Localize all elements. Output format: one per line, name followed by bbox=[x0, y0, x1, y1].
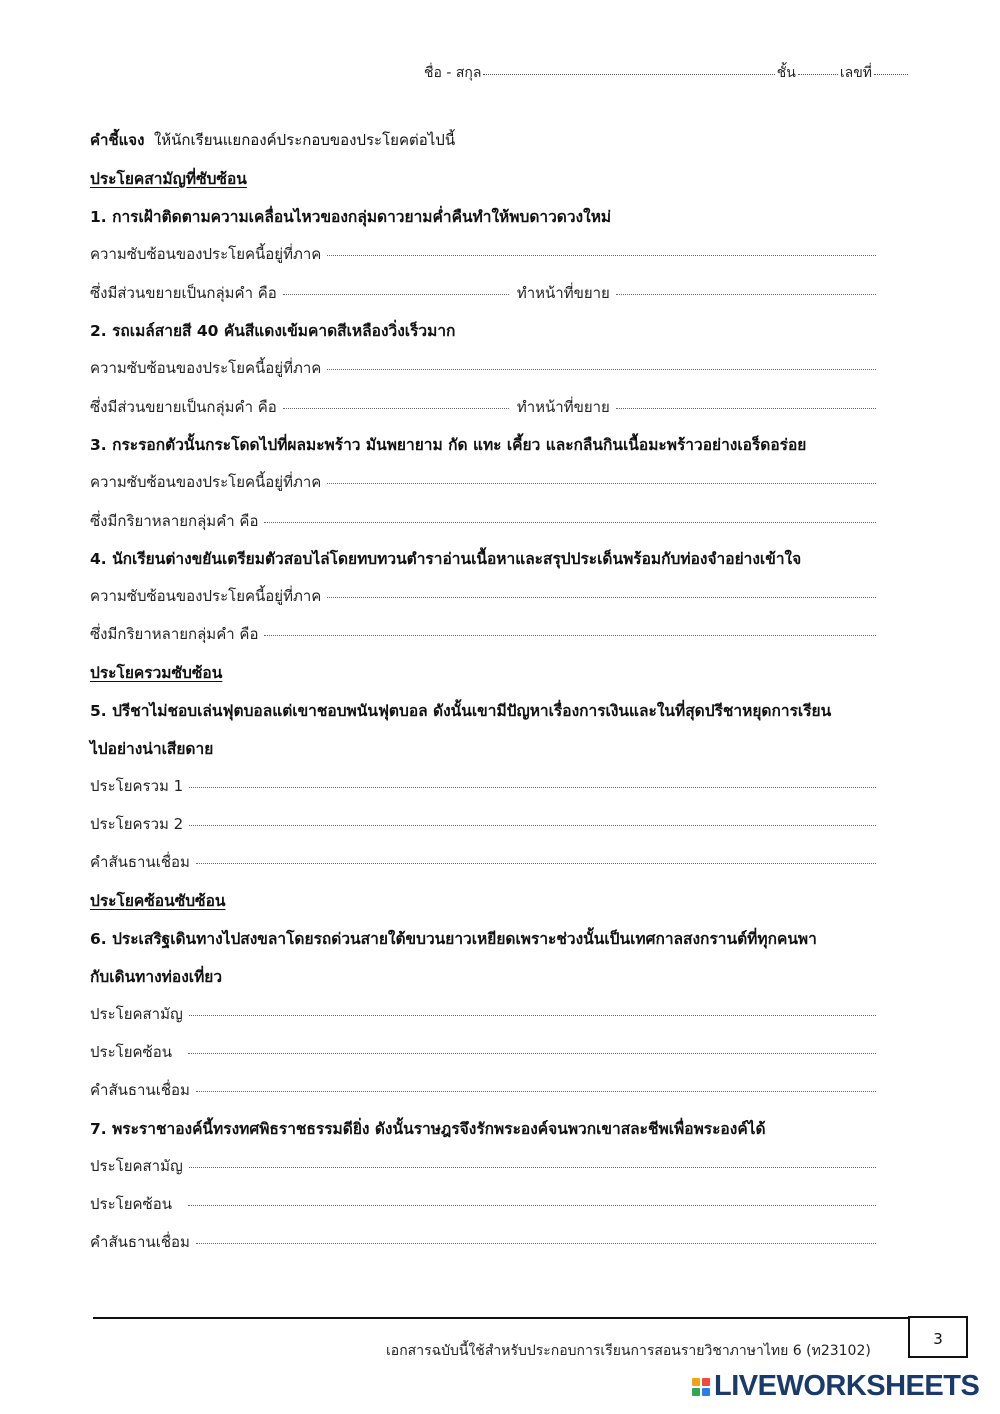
answer-field[interactable] bbox=[196, 1091, 876, 1092]
logo-square bbox=[692, 1378, 700, 1386]
answer-label: ประโยครวม 1 bbox=[90, 777, 184, 795]
answer-field[interactable] bbox=[188, 1205, 876, 1206]
question-6: 6. ประเสริฐเดินทางไปสงขลาโดยรถด่วนสายใต้ขบวนยาวเหยียดเพราะช่วงนั้นเป็นเทศกาลสงกรานต์ที่ทุกคนพา bbox=[90, 930, 817, 948]
liveworksheets-brand bbox=[692, 1372, 979, 1401]
number-field[interactable] bbox=[874, 74, 908, 75]
answer-row bbox=[90, 1078, 876, 1102]
answer-field[interactable] bbox=[264, 635, 876, 636]
answer-row bbox=[90, 470, 876, 494]
answer-field[interactable] bbox=[283, 408, 509, 409]
logo-square bbox=[692, 1388, 700, 1396]
answer-field[interactable] bbox=[327, 483, 876, 484]
answer-label: ซึ่งมีกริยาหลายกลุ่มคำ คือ bbox=[90, 512, 259, 530]
answer-field[interactable] bbox=[264, 522, 876, 523]
instruction-label: คำชี้แจง bbox=[90, 131, 145, 149]
question-3: 3. กระรอกตัวนั้นกระโดดไปที่ผลมะพร้าว มันพยายาม กัด แทะ เคี้ยว และกลืนกินเนื้อมะพร้าวอย่างเอร็ดอร่อย bbox=[90, 436, 807, 454]
name-label: ชื่อ - สกุล bbox=[424, 65, 482, 81]
answer-row bbox=[90, 584, 876, 608]
answer-row bbox=[90, 850, 876, 874]
student-info-header bbox=[424, 62, 910, 84]
answer-label: ประโยคสามัญ bbox=[90, 1157, 183, 1175]
instruction bbox=[90, 128, 455, 152]
answer-label: ซึ่งมีส่วนขยายเป็นกลุ่มคำ คือ bbox=[90, 398, 277, 416]
answer-field[interactable] bbox=[327, 369, 876, 370]
answer-row bbox=[90, 509, 876, 533]
answer-label: คำสันธานเชื่อม bbox=[90, 853, 190, 871]
answer-label: ซึ่งมีกริยาหลายกลุ่มคำ คือ bbox=[90, 625, 259, 643]
question-7: 7. พระราชาองค์นี้ทรงทศพิธราชธรรมดียิ่ง ดังนั้นราษฎรจึงรักพระองค์จนพวกเขาสละชีพเพื่อพระองค์ได้ bbox=[90, 1120, 766, 1138]
class-field[interactable] bbox=[798, 74, 838, 75]
question-2: 2. รถเมล์สายสี 40 คันสีแดงเข้มคาดสีเหลืองวิ่งเร็วมาก bbox=[90, 322, 456, 340]
answer-row bbox=[90, 395, 876, 419]
answer-label: ความซับซ้อนของประโยคนี้อยู่ที่ภาค bbox=[90, 245, 322, 263]
answer-row bbox=[90, 622, 876, 646]
answer-field[interactable] bbox=[616, 294, 876, 295]
answer-row bbox=[90, 281, 876, 305]
question-5: 5. ปรีชาไม่ชอบเล่นฟุตบอลแต่เขาชอบพนันฟุตบอล ดังนั้นเขามีปัญหาเรื่องการเงินและในที่สุดปรีชาหยุดการเรียน bbox=[90, 702, 832, 720]
question-4: 4. นักเรียนต่างขยันเตรียมตัวสอบไล่โดยทบทวนตำราอ่านเนื้อหาและสรุปประเด็นพร้อมกับท่องจำอย่างเข้าใจ bbox=[90, 550, 802, 568]
answer-row bbox=[90, 1040, 876, 1064]
answer-field[interactable] bbox=[327, 597, 876, 598]
answer-field[interactable] bbox=[189, 1167, 876, 1168]
answer-label: คำสันธานเชื่อม bbox=[90, 1233, 190, 1251]
answer-label: คำสันธานเชื่อม bbox=[90, 1081, 190, 1099]
section-title-compound: ประโยครวมซับซ้อน bbox=[90, 664, 223, 682]
name-field[interactable] bbox=[483, 74, 774, 75]
answer-row bbox=[90, 1154, 876, 1178]
question-1: 1. การเฝ้าติดตามความเคลื่อนไหวของกลุ่มดาวยามค่ำคืนทำให้พบดาวดวงใหม่ bbox=[90, 208, 612, 226]
class-label: ชั้น bbox=[776, 65, 796, 81]
answer-label: ความซับซ้อนของประโยคนี้อยู่ที่ภาค bbox=[90, 359, 322, 377]
answer-label: ทำหน้าที่ขยาย bbox=[516, 284, 610, 302]
answer-label: ประโยคสามัญ bbox=[90, 1005, 183, 1023]
answer-label: ความซับซ้อนของประโยคนี้อยู่ที่ภาค bbox=[90, 587, 322, 605]
answer-row bbox=[90, 356, 876, 380]
page-number bbox=[908, 1316, 968, 1358]
answer-row bbox=[90, 774, 876, 798]
answer-row bbox=[90, 242, 876, 266]
answer-field[interactable] bbox=[616, 408, 876, 409]
answer-row bbox=[90, 1192, 876, 1216]
section-title-complex-simple: ประโยคสามัญที่ซับซ้อน bbox=[90, 170, 247, 188]
answer-label: ประโยคซ้อน bbox=[90, 1195, 172, 1213]
question-6-continued: กับเดินทางท่องเที่ยว bbox=[90, 968, 223, 986]
answer-field[interactable] bbox=[196, 863, 876, 864]
answer-row bbox=[90, 1230, 876, 1254]
answer-row bbox=[90, 1002, 876, 1026]
answer-field[interactable] bbox=[327, 255, 876, 256]
answer-field[interactable] bbox=[188, 1053, 876, 1054]
section-title-complex: ประโยคซ้อนซับซ้อน bbox=[90, 892, 226, 910]
liveworksheets-logo-icon bbox=[692, 1378, 710, 1396]
answer-label: ซึ่งมีส่วนขยายเป็นกลุ่มคำ คือ bbox=[90, 284, 277, 302]
answer-field[interactable] bbox=[283, 294, 509, 295]
question-5-continued: ไปอย่างน่าเสียดาย bbox=[90, 740, 214, 758]
logo-square bbox=[702, 1388, 710, 1396]
answer-label: ความซับซ้อนของประโยคนี้อยู่ที่ภาค bbox=[90, 473, 322, 491]
answer-field[interactable] bbox=[189, 825, 876, 826]
logo-square bbox=[702, 1378, 710, 1386]
brand-name: LIVEWORKSHEETS bbox=[714, 1370, 980, 1402]
answer-field[interactable] bbox=[196, 1243, 876, 1244]
number-label: เลขที่ bbox=[839, 65, 872, 81]
footer-note: เอกสารฉบับนี้ใช้สำหรับประกอบการเรียนการสอนรายวิชาภาษาไทย 6 (ท23102) bbox=[386, 1343, 871, 1359]
page-number-value: 3 bbox=[933, 1330, 943, 1348]
answer-row bbox=[90, 812, 876, 836]
answer-label: ประโยคซ้อน bbox=[90, 1043, 172, 1061]
answer-label: ประโยครวม 2 bbox=[90, 815, 184, 833]
answer-field[interactable] bbox=[189, 787, 876, 788]
answer-label: ทำหน้าที่ขยาย bbox=[516, 398, 610, 416]
instruction-text: ให้นักเรียนแยกองค์ประกอบของประโยคต่อไปนี้ bbox=[153, 131, 456, 149]
footer-divider bbox=[93, 1317, 909, 1319]
answer-field[interactable] bbox=[189, 1015, 876, 1016]
